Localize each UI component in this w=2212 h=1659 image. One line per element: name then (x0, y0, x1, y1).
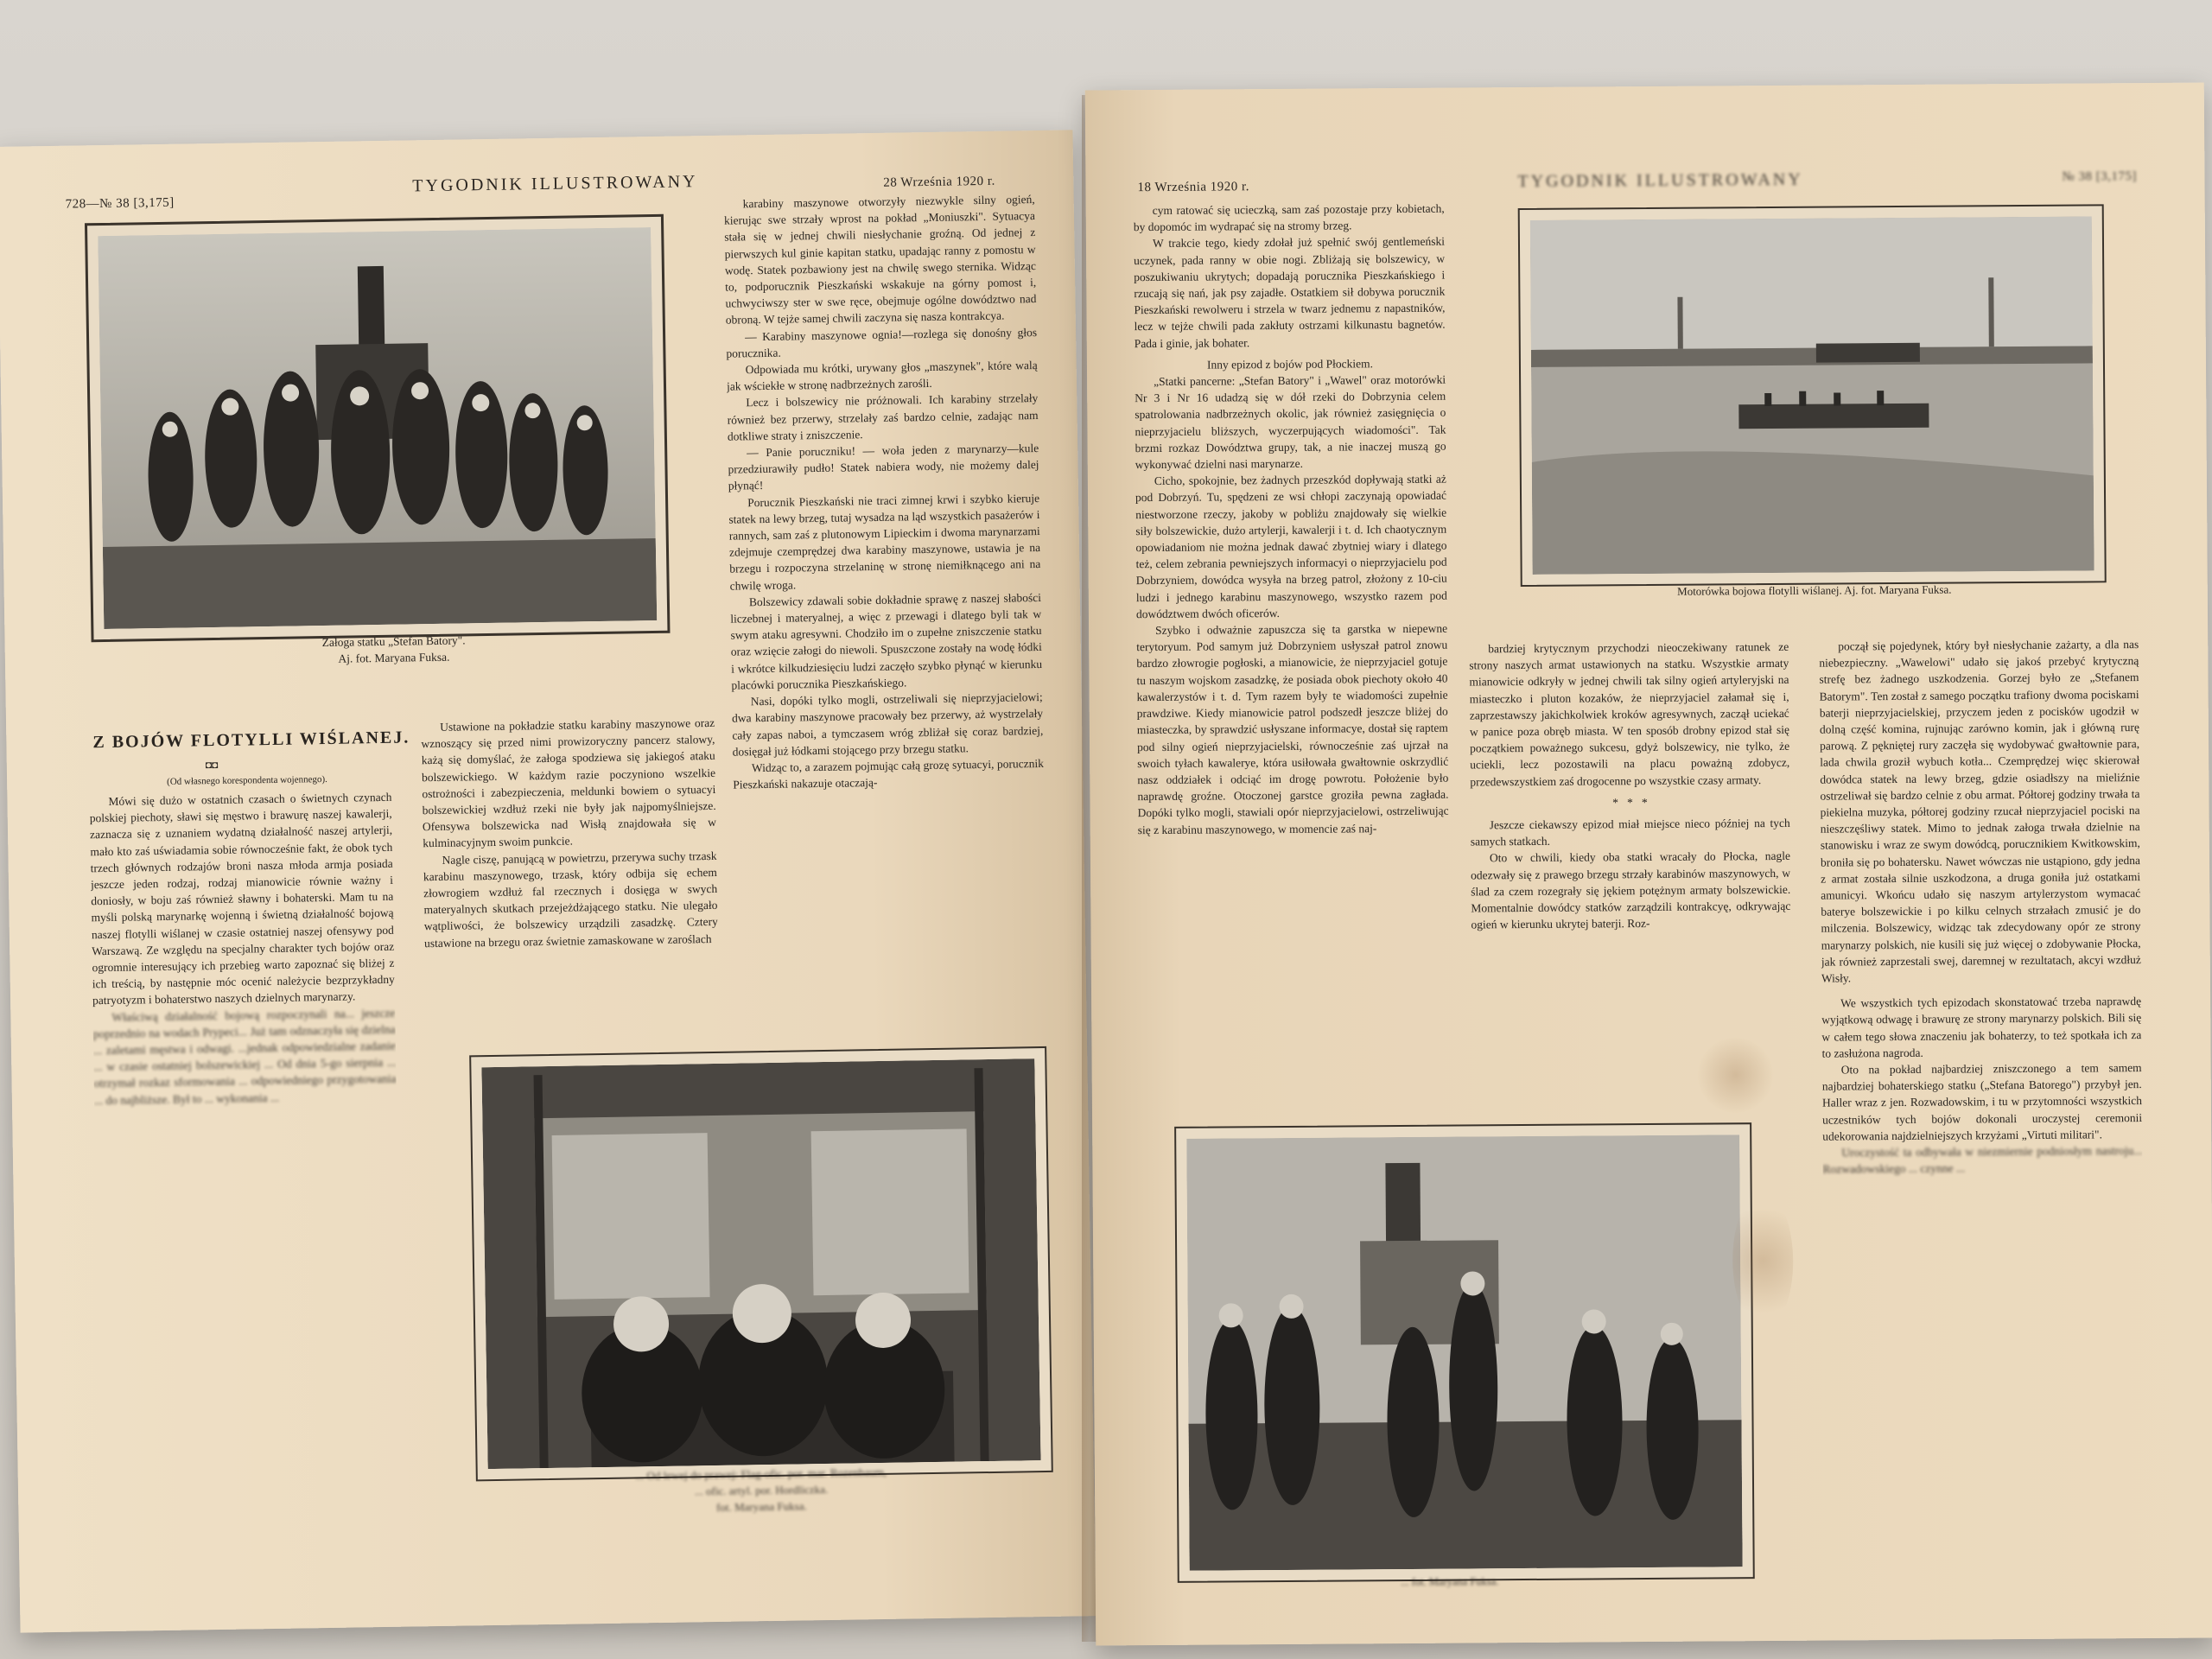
crew-photo (85, 214, 671, 642)
right-masthead: TYGODNIK ILLUSTROWANY (1517, 169, 1803, 192)
left-column-1 (89, 789, 401, 1398)
right-page-number: № 38 [3,175] (2062, 169, 2138, 184)
paragraph: Szybko i odważnie zapuszcza się ta garstka w niepewne terytoryum. Pod samym już Dobrzyniem usłyszał patrol znowu bardzo złowrogie pogłoski, a mianowicie, że nieprzyjaciel gotuje tu naszym wojskom zasadzkę, że posiada obok piechoty około 40 kawalerzystów i t. d. Tym razem były te wiadomości zupełnie prawdziwe. Kiedy mianowicie patrol podszedł jeszcze bliżej do miasteczka, by sprawdzić usłyszane informacye, dostał się raptem pod silny ogień nieprzyjacielski, równocześnie zaś ujrzał na swoich tyłach kawalerye, która usiłowała gwałtownie oskrzydlić nasz oddziałek i odciąć im drogę powrotu. Położenie było naprawdę groźne. Otoczonej garstce groziła pewna zagłada. Dopóki tylko mogli, stawiali opór nieprzyjacielowi, ostrzeliwując się z karabinu maszynowego, w momencie zaś naj- (1136, 621, 1449, 836)
ceremony-photo (1174, 1122, 1755, 1583)
officers-photo-caption-line1: ... Od lewej do prawej: Flag-ofic. por. mar. Rozenbaum, (635, 1465, 887, 1483)
paragraph: Ustawione na pokładzie statku karabiny maszynowe oraz wznoszący się przed nimi prowizoryczny pancerz stalowy, każą się domyślać, że załoga spodziewa się jakiegoś ataku bolszewickiego. W każdym razie poczyniono wszelkie ostrożności i zabezpieczenia, meldunki bowiem o sytuacyi bolszewickiej wzdłuż rzeki nie były jak najpomyślniejsze. Ofensywa bolszewicka nad Wisłą znajdowała się w kulminacyjnym swoim punkcie. (421, 715, 717, 850)
paragraph: Porucznik Pieszkański nie traci zimnej krwi i szybko kieruje statek na lewy brzeg, tutaj wysadza na ląd wszystkich pasażerów i rannych, sam zaś z plutonowym Lipieckim i dwoma marynarzami zdejmuje czemprędzej dwa karabiny maszynowe, ustawia je na brzegu i rozpoczyna strzelaninę w stronę niemiłknącego ani na chwilę wroga. (728, 491, 1041, 593)
paragraph: począł się pojedynek, który był niesłychanie zażarty, a dla nas niebezpieczny. „Wawelowi" udało się jakoś przebyć krytyczną strefę bez żadnego uszkodzenia. Gorzej było ze „Stefanem Batorym". Ten został z samego początku trafiony dwoma pociskami baterji nieprzyjacielskiej, przyczem jeden z pocisków ugodził w dolną część komina, rujnując zarówno komin, jak i główną rurę parową. Z pękniętej rury zaczęła się wydobywać gwałtownie para, lada chwila groził wybuch kotła... Czemprędzej więc skierował dowódca statek na lewy brzeg, gdzie osiadłszy na mieliźnie ostrzeliwał się bardzo celnie z obu armat. Półtorej godziny trwała ta piekielna muzyka, półtorej godziny rzucał nieprzyjaciel pociski na nieszczęśliwy statek. Mimo to jednak załoga trwała dzielnie na stanowisku i wraz ze swym dowódcą, porucznikiem Kwitkowskim, broniła się po bohatersku. Nawet wówczas nie ustąpiono, gdy jedna z armat została silnie uszkodzona, a druga goniła już ostatkami amunicyi. Wkońcu udało się naszym artylerzystom wymacać baterye bolszewickie i po kilku celnych strzałach zmusić je do milczenia. Bolszewicy, widząc tak zdecydowany opór ze strony marynarzy polskich, nie kusili się już więcej o zdobywanie Płocka, jak również zaprzestali swej, daremnej w rezultatach, akcyi wzdłuż Wisły. (1819, 638, 2141, 985)
crew-photo-image (98, 227, 657, 629)
byline: (Od własnego korespondenta wojennego). (167, 773, 327, 787)
ornament: ◘◘ (205, 758, 219, 772)
officers-photo (469, 1046, 1053, 1481)
officers-photo-caption-line2: ... ofic. artyl. por. Hordliczka. (694, 1482, 829, 1498)
paragraph: Mówi się dużo w ostatnich czasach o świetnych czynach polskiej piechoty, sławi się męstwo i brawurę naszej kawalerji, zaznacza się z uznaniem wydatną działalność naszej artylerji, mało kto zaś uświadamia sobie równocześnie fakt, że obok tych trzech głównych rodzajów broni nasza młoda armja posiada jeszcze jeden rodzaj, rodzaj mianowicie równie ważny i doniosły, w boju zaś również sławny i bohaterski. Mam tu na myśli polską marynarkę wojenną i świetną działalność bojową naszej flotylli wiślanej w czasie ostatniej naszej ofensywy pod Warszawą. Ze względu na specjalny charakter tych bojów oraz ogromnie interesujący ich przebieg warto zapoznać się bliżej z ich treścią, by następnie móc ocenić należycie bezprzykładny patryotyzm i bohaterstwo naszych dzielnych marynarzy. (89, 790, 395, 1007)
paragraph-heading: Inny epizod z bojów pod Płockiem. (1206, 357, 1373, 372)
ceremony-photo-caption: ... fot. Maryana Fuksa. (1401, 1575, 1499, 1589)
paragraph: karabiny maszynowe otworzyły niezwykle silny ogień, kierując swe strzały wprost na pokład „Moniuszki". Sytuacya stała się w jednej chwili niesłychanie groźną. Od jednej z pierwszych kul ginie kapitan statku, upadając ranny z pomostu w wodę. Statek pozbawiony jest na chwilę swego sternika. Widząc to, podporucznik Pieszkański wskakuje na górny pomost i, uchwyciwszy ster w swe ręce, obejmuje ogólne dowództwo nad obroną. W tejże samej chwili zaczyna się nasza kontrakcya. (723, 193, 1037, 327)
crew-photo-caption (229, 631, 558, 669)
paragraph: Jeszcze ciekawszy epizod miał miejsce nieco później na tych samych statkach. (1470, 816, 1790, 849)
paragraph: Uroczystość ta odbywała w niezmiernie podniosłym nastroju... Rozwadowskiego ... czynne ... (1822, 1144, 2143, 1176)
open-magazine (0, 130, 2212, 1633)
paragraph: — Karabiny maszynowe ognia!—rozlega się donośny głos porucznika. (726, 325, 1038, 360)
paragraph: „Statki pancerne: „Stefan Batory" i „Wawel" oraz motorówki Nr 3 i Nr 16 udadzą się w dół rzeki do Dobrzynia celem spatrolowania nadbrzeżnych okolic, jak również zasięgnięcia o nieprzyjacielu bliższych, wyczerpujących wiadomości". Tak brzmi rozkaz Dowództwa grupy, tak, a nie inaczej muszą go wykonywać dzielni nasi marynarze. (1135, 372, 1446, 472)
section-divider: * * * (1612, 795, 1648, 810)
paragraph: bardziej krytycznym przychodzi nieoczekiwany ratunek ze strony naszych armat ustawionych na statku. Wszystkie armaty mianowicie odkryły w jednej chwili tak silny ogień artyleryjski na miasteczko i pluton kozaków, że nieprzyjaciel załamał się i, zaprzestawszy jakichkolwiek kroków agresywnych, zaczął uciekać w panice poza obręb miasta. W ten sposób drobny epizod stał się początkiem poważnego sukcesu, gdyż bolszewicy, nie tylko, że uciekli, lecz pozostawili na placu poważną zdobycz, przedewszystkiem zaś drogocenne po wszystkie czasy armaty. (1469, 639, 1790, 789)
right-column-2 (1469, 639, 1792, 1090)
right-column-1 (1134, 200, 1451, 1109)
right-date: 18 Września 1920 r. (1137, 180, 1250, 195)
officers-photo-caption-line3: fot. Maryana Fuksa. (715, 1499, 807, 1515)
paragraph: Właściwą działalność bojową rozpoczynali na... jeszcze poprzednio na wodach Prypeci... Już tam odznaczyła się dzielna ... zaletami męstwa i odwagi. ...jednak odpowiedzialne zadanie ... w czasie ostatniej bolszewickiej ... Od dnia 5-go sierpnia ... otrzymał rozkaz sformowania ... odpowiedniego przygotowania ... do najbliższe. Był to ... wykonania ... (92, 1006, 397, 1107)
right-page (1085, 83, 2212, 1646)
article-title: Z BOJÓW FLOTYLLI WIŚLANEJ. (92, 728, 410, 753)
paragraph: — Panie poruczniku! — woła jeden z marynarzy—kule przedziurawiły pudło! Statek nabiera wody, nie możemy dalej płynąć! (728, 442, 1039, 493)
motorboat-photo (1518, 204, 2107, 587)
paragraph: Oto na pokład najbardziej zniszczonego a tem samem najbardziej bohaterskiego statku („Stefana Batorego") przybył jen. Haller wraz z jen. Rozwadowskim, i tu w przytomności wszystkich uczestników tych bojów dokonali uroczystej ceremonii udekorowania najdzielniejszych krzyżami „Virtuti militari". (1821, 1061, 2143, 1143)
crew-photo-caption-title: Załoga statku „Stefan Batory". (321, 633, 466, 650)
paragraph: Bolszewicy zdawali sobie dokładnie sprawę z naszej słabości liczebnej i materyalnej, a więc z przewagi i dlatego byli tak w swym ataku agresywni. Chodziło im o zupełne zniszczenie statku oraz wzięcie załogi do niewoli. Spuszczone zostały na wodę łódki i wkrótce kilkudziesięciu ludzi zaczęło szybko płynąć w kierunku placówki porucznika Pieszkańskiego. (730, 590, 1043, 692)
paragraph: Oto w chwili, kiedy oba statki wracały do Płocka, nagle odezwały się z prawego brzegu strzały karabinów maszynowych, w ślad za czem rozegrały się jękiem potężnym armaty bolszewickie. Momentalnie dowódcy statków zarządzili kontrakcyę, odkrywając ogień w kierunku ukrytej baterji. Roz- (1471, 849, 1791, 931)
paragraph: Widząc to, a zarazem pojmując całą grozę sytuacyi, porucznik Pieszkański nakazuje otaczają- (733, 756, 1045, 791)
left-page (0, 130, 1096, 1632)
left-masthead: TYGODNIK ILLUSTROWANY (412, 172, 698, 196)
officers-photo-caption (459, 1461, 1065, 1520)
paragraph: Nagle ciszę, panującą w powietrzu, przerywa suchy trzask karabinu maszynowego, trzask, który odbija się echem złowrogiem wzdłuż fal rzecznych i dosięga w swych materyalnych skutkach przejeżdżającego statku. Nie ulegało wątpliwości, że bolszewicy urządzili zasadzkę. Cztery ustawione na brzegu oraz świetnie zamaskowane w zaroślach (423, 849, 718, 950)
paragraph: Nasi, dopóki tylko mogli, ostrzeliwali się nieprzyjacielowi; dwa karabiny maszynowe pracowały bez przerwy, aż wystrzelały cały zapas naboi, a tymczasem wróg zbliżał się coraz bardziej, dosięgał już łódkami stojącego przy brzegu statku. (731, 690, 1044, 759)
paragraph: Odpowiada mu krótki, urywany głos „maszynek", które walą jak wściekłe w stronę nadbrzeżnych zarośli. (726, 359, 1038, 393)
paragraph: Cicho, spokojnie, bez żadnych przeszkód dopływają statki aż pod Dobrzyń. Tu, spędzeni ze wsi chłopi zaczynają opowiadać niestworzone rzeczy, jakoby w pobliżu znajdowały się wielkie siły bolszewickie, dużo artylerji, kawalerji i t. d. Ich chaotycznym opowiadaniom nie można jednak dawać zbytniej wiary i dlatego też, celem zebrania pewniejszych informacyi o nieprzyjacielu pod Dobrzyniem, dowódca wysyła na brzeg patrol, złożony z 10-ciu ludzi i jednego karabinu maszynowego, wszystko razem pod dowództwem dwóch oficerów. (1135, 472, 1447, 621)
left-date: 28 Września 1920 r. (883, 174, 995, 190)
paper-stain (1696, 1036, 1775, 1115)
paragraph: We wszystkich tych epizodach skonstatować trzeba naprawdę wyjątkową odwagę i brawurę ze strony marynarzy polskich. Bili się w całem tego słowa znaczeniu jak bohaterzy, to też spotkała ich za to zasłużona nagroda. (1821, 995, 2142, 1060)
left-column-2 (421, 715, 719, 1004)
motorboat-photo-caption: Motorówka bojowa flotylli wiślanej. Aj. fot. Maryana Fuksa. (1677, 582, 1952, 598)
right-column-3 (1819, 636, 2145, 1554)
ceremony-photo-image (1186, 1135, 1742, 1570)
paragraph: cym ratować się ucieczką, sam zaś pozostaje przy kobietach, by dopomóc im wydrapać się na stromy brzeg. (1133, 201, 1445, 234)
left-page-number: 728—№ 38 [3,175] (65, 195, 175, 212)
left-column-3 (724, 191, 1048, 1000)
paper-stain (1732, 1192, 1794, 1330)
officers-photo-image (481, 1058, 1040, 1469)
crew-photo-caption-credit: Aj. fot. Maryana Fuksa. (338, 650, 450, 665)
paragraph: W trakcie tego, kiedy zdołał już spełnić swój gentlemeński uczynek, pada ranny w obie nogi. Zbliżają się bolszewicy, w poszukiwaniu ukrytych; dopadają porucznika Pieszkańskiego i rzucają się nań, jak psy zajadłe. Ostatkiem sił dobywa porucznik Pieszkański rewolweru i strzela w twarz jednemu z napastników, lecz w tejże chwili pada zakłuty ostrzami kilkunastu bagnetów. Pada i ginie, jak bohater. (1134, 235, 1446, 350)
motorboat-photo-image (1530, 216, 2094, 575)
paragraph: Lecz i bolszewicy nie próżnowali. Ich karabiny strzelały również bez przerwy, strzelały zaś bardzo celnie, zadając nam dotkliwe straty i zniszczenie. (727, 391, 1039, 443)
